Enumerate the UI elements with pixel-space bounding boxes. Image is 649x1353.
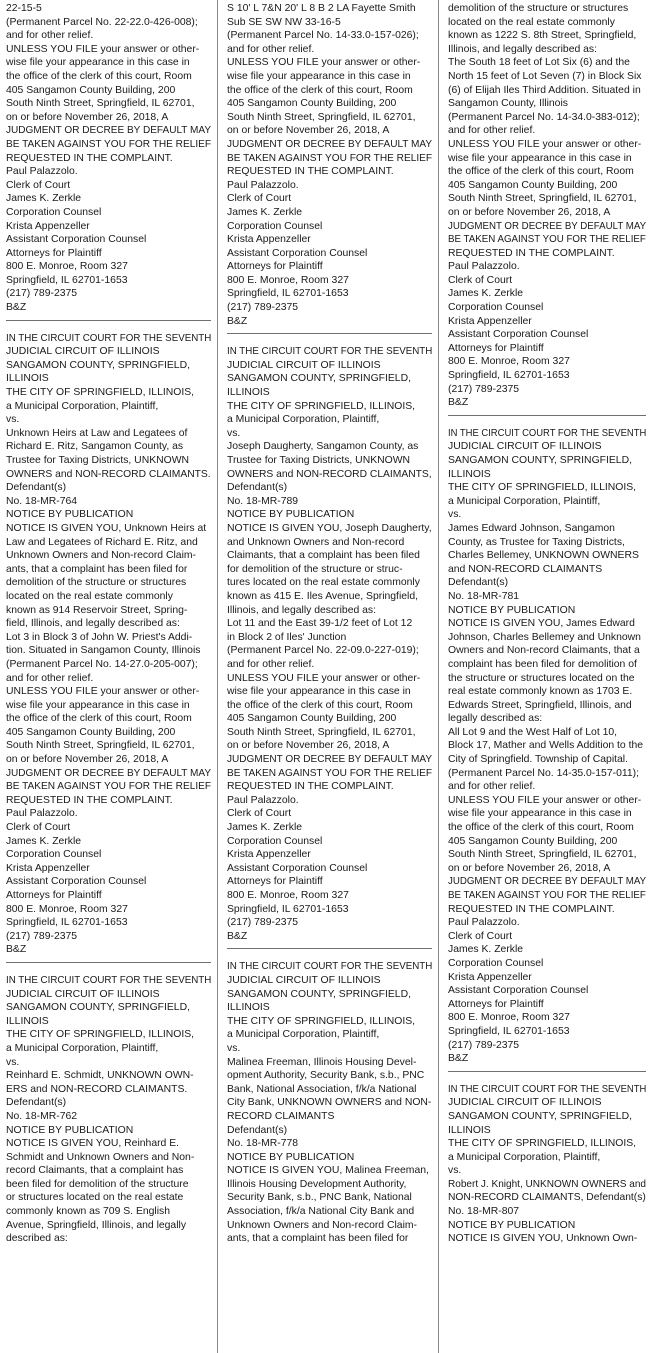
notice-line: NOTICE IS GIVEN YOU, Unknown Heirs at [6, 522, 207, 534]
column-2 [227, 2, 432, 1246]
notice-line: IN THE CIRCUIT COURT FOR THE SEVENTH [448, 427, 647, 439]
notice-line: SANGAMON COUNTY, SPRINGFIELD, [6, 1002, 190, 1014]
notice-line: Illinois, and legally described as: [227, 604, 377, 616]
notice-line: JUDICIAL CIRCUIT OF ILLINOIS [6, 988, 160, 1000]
notice-line: B&Z [227, 930, 248, 942]
notice-line: vs. [6, 1056, 20, 1068]
notice-line: Krista Appenzeller [227, 849, 311, 861]
notice-line: Unknown Owners and Non-record Claim- [6, 550, 196, 562]
notice-line: B&Z [6, 302, 27, 314]
notice-line: (Permanent Parcel No. 14-27.0-205-007); [6, 658, 198, 670]
notice-line: 800 E. Monroe, Room 327 [6, 903, 128, 915]
notice-line: NOTICE BY PUBLICATION [448, 604, 576, 616]
notice-line: the structure or structures located on the [448, 672, 635, 684]
notice-line: and for other relief. [6, 30, 94, 42]
notice-line: the office of the clerk of this court, Room [6, 70, 192, 82]
notice-line: wise file your appearance in this case in [448, 152, 632, 164]
notice-line: Krista Appenzeller [6, 220, 90, 232]
notice-line: Assistant Corporation Counsel [448, 985, 589, 997]
notice-line: UNLESS YOU FILE your answer or other- [227, 57, 421, 69]
notice-line: and for other relief. [448, 781, 536, 793]
notice-line: (217) 789-2375 [227, 302, 299, 314]
notice-separator [6, 962, 211, 963]
notice-line: Corporation Counsel [448, 302, 544, 314]
notice-line: on or before November 26, 2018, A [6, 754, 169, 766]
notice-line: James K. Zerkle [227, 822, 303, 834]
notice-line: JUDGMENT OR DECREE BY DEFAULT MAY [448, 220, 647, 232]
notice-line: ILLINOIS [227, 387, 270, 399]
notice-line: ILLINOIS [6, 1015, 49, 1027]
notice-line: NOTICE IS GIVEN YOU, Joseph Daugherty, [227, 522, 432, 534]
notice-line: Defendant(s) [6, 482, 67, 494]
notice-line: known as 1222 S. 8th Street, Springfield, [448, 30, 637, 42]
notice-line: (217) 789-2375 [448, 1039, 520, 1051]
notice-line: Defendant(s) [6, 1097, 67, 1109]
notice-line: REQUESTED IN THE COMPLAINT. [227, 166, 394, 178]
notice-line: REQUESTED IN THE COMPLAINT. [448, 247, 615, 259]
notice-line: UNLESS YOU FILE your answer or other- [6, 43, 200, 55]
notice-line: SANGAMON COUNTY, SPRINGFIELD, [448, 455, 632, 466]
notice-line: Block 17, Mather and Wells Addition to the [448, 740, 644, 752]
notice-line: JUDICIAL CIRCUIT OF ILLINOIS [448, 441, 602, 453]
notice-line: (Permanent Parcel No. 14-35.0-157-011); [448, 767, 639, 779]
notice-line: vs. [448, 1165, 462, 1177]
notice-line: Assistant Corporation Counsel [448, 329, 589, 341]
legal-notice [227, 345, 432, 943]
notice-line: James K. Zerkle [6, 835, 82, 847]
column-1 [6, 2, 211, 1246]
notice-line: vs. [448, 509, 462, 521]
notice-line: Reinhard E. Schmidt, UNKNOWN OWN- [6, 1070, 194, 1082]
notice-line: Schmidt and Unknown Owners and Non- [6, 1151, 195, 1163]
column-3 [448, 2, 646, 1246]
notice-line: IN THE CIRCUIT COURT FOR THE SEVENTH [227, 961, 433, 973]
notice-line: Corporation Counsel [6, 206, 102, 218]
notice-line: Paul Palazzolo. [448, 917, 520, 929]
notice-line: IN THE CIRCUIT COURT FOR THE SEVENTH [6, 332, 212, 344]
notice-line: City of Springfield. Township of Capital. [448, 754, 629, 766]
notice-line: THE CITY OF SPRINGFIELD, ILLINOIS, [448, 1138, 637, 1150]
notice-line: vs. [227, 427, 241, 439]
notice-line: or structures located on the real estate [6, 1192, 184, 1204]
notice-line: Richard E. Ritz, Sangamon County, as [6, 441, 184, 453]
notice-separator [227, 333, 432, 334]
notice-line: ILLINOIS [448, 468, 491, 480]
notice-line: Owners and Non-record Claimants, that a [448, 645, 640, 657]
notice-line: Lot 11 and the East 39-1/2 feet of Lot 12 [227, 618, 413, 630]
notice-line: 405 Sangamon County Building, 200 [227, 713, 397, 725]
notice-line: Springfield, IL 62701-1653 [227, 903, 349, 915]
notice-line: Johnson, Charles Bellemey and Unknown [448, 631, 641, 643]
notice-line: UNLESS YOU FILE your answer or other- [448, 794, 642, 806]
notice-line: Springfield, IL 62701-1653 [448, 370, 570, 382]
notice-line: B&Z [6, 944, 27, 956]
notice-line: No. 18-MR-807 [448, 1206, 520, 1218]
notice-line: BE TAKEN AGAINST YOU FOR THE RELIEF [448, 890, 646, 901]
notice-line: ILLINOIS [448, 1124, 491, 1136]
notice-line: Law and Legatees of Richard E. Ritz, and [6, 536, 198, 548]
notice-line: No. 18-MR-764 [6, 495, 78, 507]
notice-line: Krista Appenzeller [6, 862, 90, 874]
notice-line: Claimants, that a complaint has been filed [227, 550, 420, 562]
notice-line: Springfield, IL 62701-1653 [6, 274, 128, 286]
notice-line: NOTICE IS GIVEN YOU, James Edward [448, 618, 635, 630]
notice-line: B&Z [448, 1053, 469, 1065]
notice-line: a Municipal Corporation, Plaintiff, [448, 1151, 601, 1163]
notice-line: BE TAKEN AGAINST YOU FOR THE RELIEF [6, 781, 212, 793]
notice-line: Sangamon County, Illinois [448, 98, 568, 110]
notice-separator [448, 415, 646, 416]
notice-line: Paul Palazzolo. [448, 261, 520, 273]
notice-line: SANGAMON COUNTY, SPRINGFIELD, [448, 1110, 632, 1122]
notice-line: BE TAKEN AGAINST YOU FOR THE RELIEF [6, 138, 212, 150]
notice-line: NOTICE BY PUBLICATION [448, 1219, 576, 1231]
notice-line: Trustee for Taxing Districts, UNKNOWN [6, 455, 190, 466]
notice-line: Assistant Corporation Counsel [6, 234, 147, 246]
notice-line: James K. Zerkle [448, 944, 524, 956]
notice-line: Attorneys for Plaintiff [227, 876, 323, 888]
notice-line: located on the real estate commonly [6, 590, 173, 602]
column-divider [217, 0, 218, 1353]
notice-line: Clerk of Court [6, 822, 71, 834]
notice-line: opment Authority, Security Bank, s.b., PNC [227, 1070, 425, 1082]
notice-line: on or before November 26, 2018, A [6, 111, 169, 123]
notice-line: in Block 2 of Iles' Junction [227, 631, 347, 643]
notice-line: Clerk of Court [6, 179, 71, 191]
notice-line: BE TAKEN AGAINST YOU FOR THE RELIEF [448, 234, 646, 246]
notice-line: Assistant Corporation Counsel [227, 247, 368, 259]
notice-line: (Permanent Parcel No. 22-22.0-426-008); [6, 16, 198, 28]
notice-line: Joseph Daugherty, Sangamon County, as [227, 441, 419, 453]
notice-line: South Ninth Street, Springfield, IL 62701, [227, 111, 416, 123]
notice-line: 800 E. Monroe, Room 327 [448, 356, 570, 368]
notice-line: Illinois Housing Development Authority, [227, 1178, 407, 1190]
notice-line: OWNERS and NON-RECORD CLAIMANTS. [6, 468, 211, 480]
notice-line: Paul Palazzolo. [227, 794, 299, 806]
notice-line: 405 Sangamon County Building, 200 [448, 179, 618, 191]
notice-line: a Municipal Corporation, Plaintiff, [448, 495, 601, 507]
notice-line: NOTICE IS GIVEN YOU, Reinhard E. [6, 1138, 180, 1150]
notice-line: James K. Zerkle [448, 288, 524, 300]
notice-line: for demolition of the structure or struc- [227, 563, 403, 575]
notice-line: JUDGMENT OR DECREE BY DEFAULT MAY [6, 125, 212, 137]
notice-line: UNLESS YOU FILE your answer or other- [227, 672, 421, 684]
notice-line: REQUESTED IN THE COMPLAINT. [6, 152, 173, 164]
notice-line: and NON-RECORD CLAIMANTS [448, 563, 603, 575]
notice-line: real estate commonly known as 1703 E. [448, 686, 633, 698]
legal-notice [227, 2, 432, 328]
notice-line: South Ninth Street, Springfield, IL 62701, [6, 740, 195, 752]
notice-line: record Claimants, that a complaint has [6, 1165, 184, 1177]
notice-line: (217) 789-2375 [6, 930, 78, 942]
notice-line: No. 18-MR-778 [227, 1138, 299, 1150]
notice-line: vs. [6, 414, 20, 426]
notice-line: Defendant(s) [448, 577, 509, 589]
notice-line: City Bank, UNKNOWN OWNERS and NON- [227, 1097, 432, 1109]
notice-line: Krista Appenzeller [448, 315, 532, 327]
notice-line: Assistant Corporation Counsel [227, 862, 368, 874]
notice-line: Clerk of Court [448, 274, 513, 286]
notice-line: demolition of the structure or structures [448, 3, 629, 14]
notice-line: Paul Palazzolo. [6, 808, 78, 820]
legal-notice [227, 960, 432, 1245]
notice-line: Defendant(s) [227, 482, 288, 494]
notice-line: RECORD CLAIMANTS [227, 1110, 335, 1122]
notice-line: NOTICE IS GIVEN YOU, Unknown Own- [448, 1233, 638, 1245]
notice-line: Springfield, IL 62701-1653 [448, 1025, 570, 1037]
notice-line: wise file your appearance in this case in [6, 699, 190, 711]
notice-line: Association, f/k/a National City Bank and [227, 1206, 415, 1218]
notice-line: wise file your appearance in this case in [227, 70, 411, 82]
notice-line: Springfield, IL 62701-1653 [227, 288, 349, 300]
notice-line: 800 E. Monroe, Room 327 [227, 890, 349, 901]
notice-line: Security Bank, s.b., PNC Bank, National [227, 1192, 412, 1204]
notice-line: ERS and NON-RECORD CLAIMANTS. [6, 1083, 188, 1095]
notice-line: the office of the clerk of this court, Room [6, 713, 192, 725]
notice-line: JUDICIAL CIRCUIT OF ILLINOIS [448, 1097, 602, 1109]
notice-line: and for other relief. [227, 658, 315, 670]
notice-line: Corporation Counsel [448, 957, 544, 969]
notice-line: REQUESTED IN THE COMPLAINT. [448, 903, 615, 915]
notice-line: Krista Appenzeller [227, 234, 311, 246]
notice-line: field, Illinois, and legally described as: [6, 618, 180, 630]
notice-line: OWNERS and NON-RECORD CLAIMANTS, [227, 468, 432, 480]
notice-separator [227, 948, 432, 949]
notice-line: 405 Sangamon County Building, 200 [6, 726, 176, 738]
notice-line: No. 18-MR-789 [227, 495, 299, 507]
notice-line: (Permanent Parcel No. 14-34.0-383-012); [448, 111, 640, 123]
notice-line: JUDGMENT OR DECREE BY DEFAULT MAY [227, 754, 433, 766]
notice-line: Springfield, IL 62701-1653 [6, 917, 128, 929]
notice-line: a Municipal Corporation, Plaintiff, [6, 400, 159, 412]
notice-line: THE CITY OF SPRINGFIELD, ILLINOIS, [6, 1029, 195, 1041]
notice-line: BE TAKEN AGAINST YOU FOR THE RELIEF [227, 767, 433, 779]
notice-line: Avenue, Springfield, Illinois, and legally [6, 1219, 187, 1231]
notice-line: a Municipal Corporation, Plaintiff, [227, 1029, 380, 1041]
notice-line: on or before November 26, 2018, A [448, 206, 611, 218]
notice-line: Corporation Counsel [227, 835, 323, 847]
notice-line: (217) 789-2375 [448, 383, 520, 395]
notice-line: vs. [227, 1042, 241, 1054]
notice-line: SANGAMON COUNTY, SPRINGFIELD, [227, 988, 411, 1000]
notice-line: wise file your appearance in this case in [227, 686, 411, 698]
notice-line: and Unknown Owners and Non-record [227, 536, 405, 548]
notice-line: THE CITY OF SPRINGFIELD, ILLINOIS, [227, 400, 416, 412]
notice-line: 405 Sangamon County Building, 200 [227, 98, 397, 110]
notice-line: NOTICE IS GIVEN YOU, Malinea Freeman, [227, 1165, 429, 1177]
legal-notice [6, 2, 211, 315]
notice-line: the office of the clerk of this court, Room [448, 166, 634, 178]
notice-line: Bank, National Association, f/k/a National [227, 1083, 417, 1095]
notice-line: known as 415 E. Iles Avenue, Springfield, [227, 590, 419, 602]
notice-separator [6, 320, 211, 321]
notice-line: REQUESTED IN THE COMPLAINT. [227, 781, 394, 793]
notice-line: Assistant Corporation Counsel [6, 876, 147, 888]
notice-line: wise file your appearance in this case in [6, 57, 190, 69]
legal-notice [6, 332, 211, 957]
notice-line: ILLINOIS [227, 1002, 270, 1014]
notice-line: (Permanent Parcel No. 14-33.0-157-026); [227, 30, 419, 42]
notice-line: (217) 789-2375 [6, 288, 78, 300]
notice-line: NOTICE BY PUBLICATION [227, 1151, 355, 1163]
notice-line: South Ninth Street, Springfield, IL 62701, [6, 98, 195, 110]
notice-line: ants, that a complaint has been filed for [227, 1233, 409, 1245]
notice-line: All Lot 9 and the West Half of Lot 10, [448, 726, 618, 738]
notice-line: a Municipal Corporation, Plaintiff, [6, 1042, 159, 1054]
notice-line: demolition of the structure or structures [6, 577, 187, 589]
notice-line: 22-15-5 [6, 3, 42, 14]
notice-line: JUDICIAL CIRCUIT OF ILLINOIS [227, 974, 381, 986]
notice-line: Robert J. Knight, UNKNOWN OWNERS and [448, 1178, 647, 1190]
notice-line: commonly known as 709 S. English [6, 1206, 171, 1218]
notice-line: 800 E. Monroe, Room 327 [227, 274, 349, 286]
notice-line: JUDGMENT OR DECREE BY DEFAULT MAY [6, 767, 212, 779]
notice-line: THE CITY OF SPRINGFIELD, ILLINOIS, [6, 387, 195, 399]
notice-line: Malinea Freeman, Illinois Housing Devel- [227, 1056, 417, 1068]
notice-line: THE CITY OF SPRINGFIELD, ILLINOIS, [227, 1015, 416, 1027]
notice-line: NOTICE BY PUBLICATION [227, 509, 355, 521]
notice-line: IN THE CIRCUIT COURT FOR THE SEVENTH [448, 1083, 647, 1095]
notice-line: ants, that a complaint has been filed for [6, 563, 188, 575]
notice-line: JUDGMENT OR DECREE BY DEFAULT MAY [448, 876, 647, 888]
notice-line: Clerk of Court [448, 930, 513, 942]
notice-line: known as 914 Reservoir Street, Spring- [6, 604, 188, 616]
notice-line: Trustee for Taxing Districts, UNKNOWN [227, 455, 411, 466]
notice-line: South Ninth Street, Springfield, IL 62701, [227, 726, 416, 738]
notice-line: S 10' L 7&N 20' L 8 B 2 LA Fayette Smith [227, 3, 416, 14]
notice-line: South Ninth Street, Springfield, IL 62701, [448, 849, 637, 861]
notice-line: The South 18 feet of Lot Six (6) and the [448, 57, 630, 69]
notice-line: been filed for demolition of the structure [6, 1178, 189, 1190]
notice-line: and for other relief. [448, 125, 536, 137]
notice-line: (217) 789-2375 [227, 917, 299, 929]
notice-line: ILLINOIS [6, 373, 49, 385]
legal-notice [6, 974, 211, 1246]
notice-line: North 15 feet of Lot Seven (7) in Block Six [448, 70, 642, 82]
notice-line: on or before November 26, 2018, A [227, 740, 390, 752]
notice-line: B&Z [448, 397, 469, 409]
column-divider [438, 0, 439, 1353]
notice-line: the office of the clerk of this court, Room [227, 84, 413, 96]
notice-line: 800 E. Monroe, Room 327 [6, 261, 128, 273]
notice-line: Defendant(s) [227, 1124, 288, 1136]
notice-line: the office of the clerk of this court, Room [448, 822, 634, 834]
notice-line: James K. Zerkle [227, 206, 303, 218]
notice-line: Paul Palazzolo. [227, 179, 299, 191]
notice-line: IN THE CIRCUIT COURT FOR THE SEVENTH [227, 346, 433, 358]
notice-line: tion. Situated in Sangamon County, Illinois [6, 645, 201, 657]
notice-line: and for other relief. [6, 672, 94, 684]
notice-line: and for other relief. [227, 43, 315, 55]
notice-line: IN THE CIRCUIT COURT FOR THE SEVENTH [6, 974, 212, 986]
notice-line: the office of the clerk of this court, Room [227, 699, 413, 711]
notice-line: UNLESS YOU FILE your answer or other- [448, 138, 642, 150]
notice-line: complaint has been filed for demolition of [448, 658, 637, 670]
legal-notice [448, 1083, 646, 1246]
notice-line: REQUESTED IN THE COMPLAINT. [6, 794, 173, 806]
notice-line: JUDGMENT OR DECREE BY DEFAULT MAY [227, 138, 433, 150]
notice-line: (6) of Elijah Iles Third Addition. Situated in [448, 84, 641, 96]
notice-line: Attorneys for Plaintiff [448, 998, 544, 1010]
notice-line: Unknown Owners and Non-record Claim- [227, 1219, 417, 1231]
notice-line: 405 Sangamon County Building, 200 [6, 84, 176, 96]
notice-line: SANGAMON COUNTY, SPRINGFIELD, [6, 359, 190, 371]
notice-line: NON-RECORD CLAIMANTS, Defendant(s) [448, 1192, 646, 1204]
notice-line: SANGAMON COUNTY, SPRINGFIELD, [227, 373, 411, 385]
notice-line: No. 18-MR-762 [6, 1110, 78, 1122]
notice-line: 405 Sangamon County Building, 200 [448, 835, 618, 847]
notice-line: JUDICIAL CIRCUIT OF ILLINOIS [6, 346, 160, 358]
notice-line: wise file your appearance in this case in [448, 808, 632, 820]
notice-line: NOTICE BY PUBLICATION [6, 509, 134, 521]
notice-line: Charles Bellemey, UNKNOWN OWNERS [448, 550, 639, 562]
notice-line: Attorneys for Plaintiff [227, 261, 323, 273]
notice-line: Clerk of Court [227, 193, 292, 205]
notice-line: Attorneys for Plaintiff [6, 890, 102, 901]
notice-line: Unknown Heirs at Law and Legatees of [6, 427, 188, 439]
notice-line: County, as Trustee for Taxing Districts, [448, 536, 625, 548]
notice-line: No. 18-MR-781 [448, 590, 520, 602]
notice-line: NOTICE BY PUBLICATION [6, 1124, 134, 1136]
notice-line: on or before November 26, 2018, A [448, 862, 611, 874]
notice-line: (Permanent Parcel No. 22-09.0-227-019); [227, 645, 419, 657]
notice-line: 800 E. Monroe, Room 327 [448, 1012, 570, 1024]
notice-line: Krista Appenzeller [448, 971, 532, 983]
notice-line: Edwards Street, Springfield, Illinois, and [448, 699, 632, 711]
notice-line: B&Z [227, 315, 248, 327]
notice-line: located on the real estate commonly [448, 16, 615, 28]
notice-line: a Municipal Corporation, Plaintiff, [227, 414, 380, 426]
notice-line: Corporation Counsel [227, 220, 323, 232]
notice-line: James K. Zerkle [6, 193, 82, 205]
notice-line: JUDICIAL CIRCUIT OF ILLINOIS [227, 359, 381, 371]
notice-line: legally described as: [448, 713, 543, 725]
notice-line: Lot 3 in Block 3 of John W. Priest's Addi- [6, 631, 193, 643]
notice-line: Clerk of Court [227, 808, 292, 820]
notice-line: Corporation Counsel [6, 849, 102, 861]
notice-line: Attorneys for Plaintiff [448, 342, 544, 354]
notice-line: South Ninth Street, Springfield, IL 62701, [448, 193, 637, 205]
notice-line: on or before November 26, 2018, A [227, 125, 390, 137]
notice-line: James Edward Johnson, Sangamon [448, 522, 615, 534]
notice-line: Sub SE SW NW 33-16-5 [227, 16, 341, 28]
notice-separator [448, 1071, 646, 1072]
notice-line: BE TAKEN AGAINST YOU FOR THE RELIEF [227, 152, 433, 164]
notice-line: UNLESS YOU FILE your answer or other- [6, 686, 200, 698]
legal-notice [448, 2, 646, 410]
notice-line: THE CITY OF SPRINGFIELD, ILLINOIS, [448, 482, 637, 494]
notice-line: described as: [6, 1233, 68, 1245]
legal-notice [448, 427, 646, 1066]
notice-line: tures located on the real estate commonly [227, 577, 420, 589]
notice-line: Attorneys for Plaintiff [6, 247, 102, 259]
notice-line: Paul Palazzolo. [6, 166, 78, 178]
notice-line: Illinois, and legally described as: [448, 43, 598, 55]
